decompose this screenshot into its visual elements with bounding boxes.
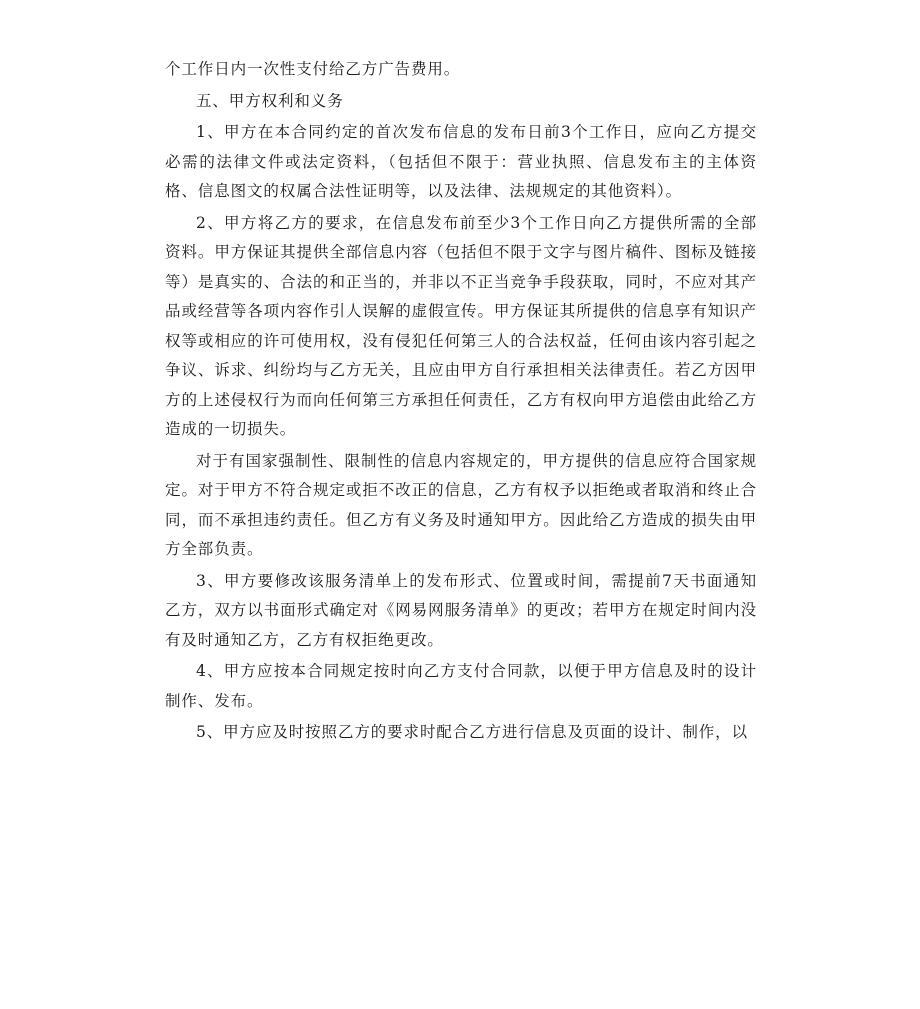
section-heading: 五、甲方权利和义务 — [196, 91, 344, 110]
paragraph-clause-3: 3、甲方要修改该服务清单上的发布形式、位置或时间，需提前7天书面通知乙方，双方以书面形式确定对《网易网服务清单》的更改；若甲方在规定时间内没有及时通知乙方，乙方有权拒绝更改。 — [165, 571, 757, 649]
paragraph-clause-4: 4、甲方应按本合同规定按时向乙方支付合同款，以便于甲方信息及时的设计制作、发布。 — [165, 662, 757, 710]
paragraph-national-regulation: 对于有国家强制性、限制性的信息内容规定的，甲方提供的信息应符合国家规定。对于甲方不符合规定或拒不改正的信息，乙方有权予以拒绝或者取消和终止合同，而不承担违约责任。但乙方有义务及时通知甲方。因此给乙方造成的损失由甲方全部负责。 — [165, 451, 757, 558]
paragraph-clause-2: 2、甲方将乙方的要求，在信息发布前至少3个工作日向乙方提供所需的全部资料。甲方保证其提供全部信息内容（包括但不限于文字与图片稿件、图标及链接等）是真实的、合法的和正当的，并非以不正当竞争手段获取，同时，不应对其产品或经营等各项内容作引人误解的虚假宣传。甲方保证其所提供的信息享有知识产权等或相应的许可使用权，没有侵犯任何第三人的合法权益，任何由该内容引起之争议、诉求、纠纷均与乙方无关，且应由甲方自行承担相关法律责任。若乙方因甲方的上述侵权行为而向任何第三方承担任何责任，乙方有权向甲方追偿由此给乙方造成的一切损失。 — [165, 213, 757, 438]
document-body — [165, 55, 757, 748]
paragraph-continuation: 个工作日内一次性支付给乙方广告费用。 — [165, 60, 461, 78]
paragraph-clause-5: 5、甲方应及时按照乙方的要求时配合乙方进行信息及页面的设计、制作，以 — [196, 723, 748, 741]
paragraph-clause-1: 1、甲方在本合同约定的首次发布信息的发布日前3个工作日，应向乙方提交必需的法律文件或法定资料，（包括但不限于：营业执照、信息发布主的主体资格、信息图文的权属合法性证明等，以及法律、法规规定的其他资料）。 — [165, 123, 757, 200]
